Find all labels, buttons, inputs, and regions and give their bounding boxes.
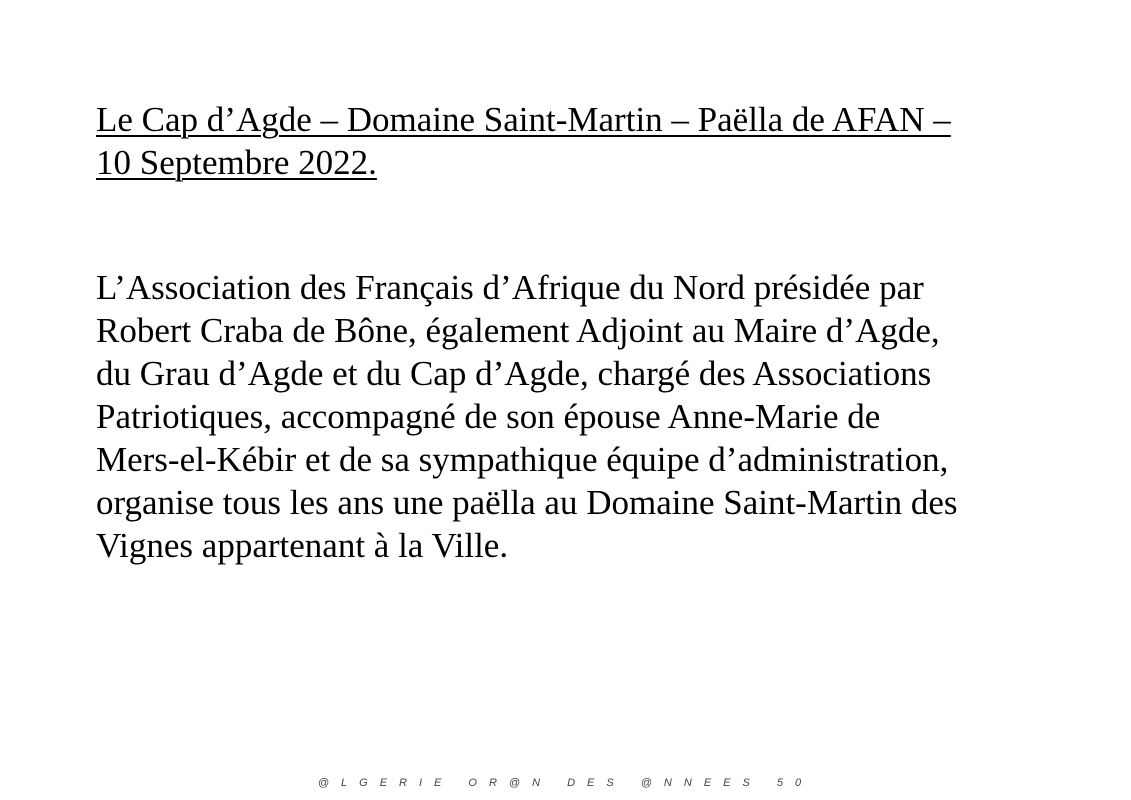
title-line-2: 10 Septembre 2022. (96, 143, 377, 182)
paragraph-line: Mers-el-Kébir et de sa sympathique équipe d’administration, (96, 440, 949, 479)
page-footer: @LGERIE OR@N DES @NNEES 50 (317, 777, 814, 789)
paragraph-line: du Grau d’Agde et du Cap d’Agde, chargé des Associations (96, 354, 932, 393)
title-line-1: Le Cap d’Agde – Domaine Saint-Martin – Paëlla de AFAN – (96, 100, 951, 139)
paragraph-line: organise tous les ans une paëlla au Domaine Saint-Martin des (96, 483, 958, 522)
paragraph-line: L’Association des Français d’Afrique du Nord présidée par (96, 268, 924, 307)
paragraph-line: Patriotiques, accompagné de son épouse Anne-Marie de (96, 397, 881, 436)
paragraph-line: Robert Craba de Bône, également Adjoint au Maire d’Agde, (96, 311, 940, 350)
document-title (96, 98, 1056, 184)
paragraph-line: Vignes appartenant à la Ville. (96, 526, 509, 565)
document-paragraph (96, 266, 1056, 567)
